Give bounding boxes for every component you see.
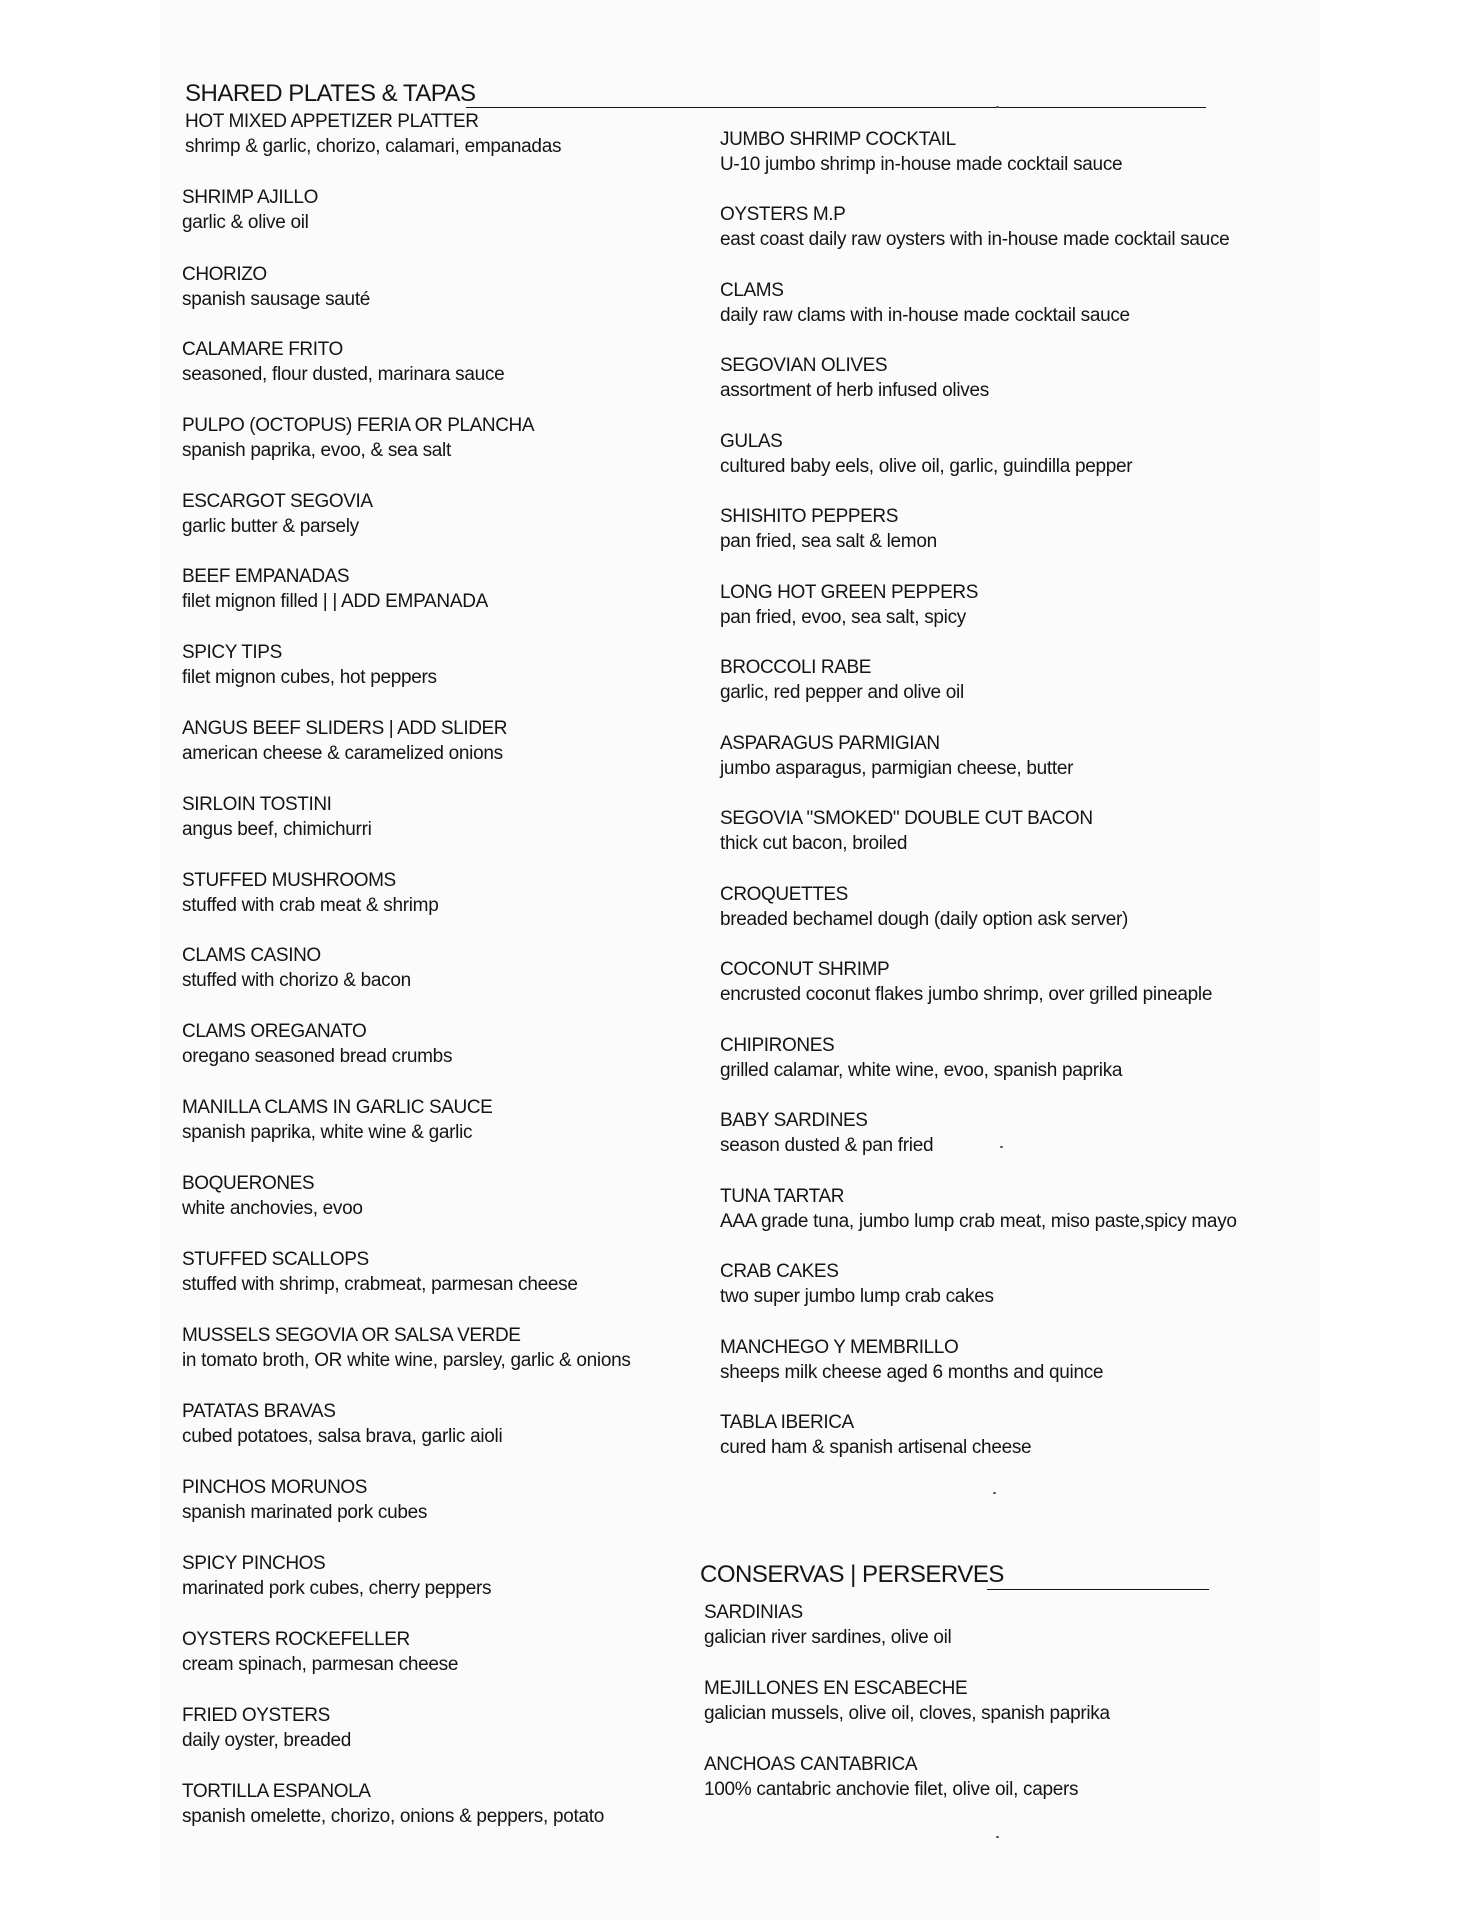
menu-item bbox=[182, 1022, 452, 1068]
item-name: BEEF EMPANADAS bbox=[182, 566, 350, 587]
item-name: SEGOVIA "SMOKED" DOUBLE CUT BACON bbox=[720, 808, 1093, 829]
item-name: CALAMARE FRITO bbox=[182, 339, 343, 360]
item-description: oregano seasoned bread crumbs bbox=[182, 1045, 453, 1067]
menu-item bbox=[182, 946, 411, 992]
item-description: east coast daily raw oysters with in-house made cocktail sauce bbox=[720, 228, 1230, 250]
scan-speck bbox=[996, 1836, 999, 1838]
item-name: BABY SARDINES bbox=[720, 1110, 868, 1131]
item-name: CRAB CAKES bbox=[720, 1261, 839, 1282]
item-description: garlic butter & parsely bbox=[182, 515, 359, 537]
item-description: encrusted coconut flakes jumbo shrimp, over grilled pineaple bbox=[720, 983, 1213, 1005]
menu-item bbox=[182, 871, 438, 917]
item-description: in tomato broth, OR white wine, parsley, garlic & onions bbox=[182, 1349, 631, 1371]
item-name: HOT MIXED APPETIZER PLATTER bbox=[185, 111, 479, 132]
menu-item bbox=[720, 1413, 1031, 1459]
item-name: OYSTERS ROCKEFELLER bbox=[182, 1629, 410, 1650]
menu-item bbox=[182, 1250, 578, 1296]
menu-item bbox=[720, 583, 978, 629]
menu-item bbox=[182, 567, 488, 613]
menu-item bbox=[720, 1338, 1103, 1384]
item-name: SHRIMP AJILLO bbox=[182, 187, 318, 208]
item-description: filet mignon filled | | ADD EMPANADA bbox=[182, 590, 488, 612]
menu-item bbox=[182, 1174, 363, 1220]
item-name: CLAMS bbox=[720, 280, 784, 301]
menu-item bbox=[720, 1187, 1237, 1233]
scan-speck bbox=[996, 106, 999, 108]
menu-item bbox=[720, 960, 1212, 1006]
item-description: cubed potatoes, salsa brava, garlic aioli bbox=[182, 1425, 503, 1447]
item-description: daily oyster, breaded bbox=[182, 1729, 352, 1751]
item-name: PINCHOS MORUNOS bbox=[182, 1477, 368, 1498]
menu-item bbox=[182, 188, 318, 234]
menu-item bbox=[704, 1603, 951, 1649]
item-name: BROCCOLI RABE bbox=[720, 657, 872, 678]
item-description: spanish paprika, evoo, & sea salt bbox=[182, 439, 451, 461]
menu-item bbox=[704, 1679, 1110, 1725]
menu-item bbox=[720, 205, 1229, 251]
item-description: galician river sardines, olive oil bbox=[704, 1626, 952, 1648]
item-description: white anchovies, evoo bbox=[182, 1197, 363, 1219]
menu-item bbox=[720, 1262, 994, 1308]
menu-item bbox=[182, 492, 373, 538]
menu-item bbox=[720, 734, 1073, 780]
menu-item bbox=[182, 1706, 351, 1752]
menu-item bbox=[182, 795, 372, 841]
item-description: garlic & olive oil bbox=[182, 211, 309, 233]
item-name: ESCARGOT SEGOVIA bbox=[182, 491, 373, 512]
item-description: breaded bechamel dough (daily option ask server) bbox=[720, 908, 1129, 930]
item-name: MANCHEGO Y MEMBRILLO bbox=[720, 1337, 959, 1358]
item-name: SEGOVIAN OLIVES bbox=[720, 355, 888, 376]
item-description: galician mussels, olive oil, cloves, spanish paprika bbox=[704, 1702, 1110, 1724]
menu-item bbox=[720, 130, 1122, 176]
menu-item bbox=[182, 1326, 631, 1372]
item-description: thick cut bacon, broiled bbox=[720, 832, 908, 854]
menu-item bbox=[182, 340, 504, 386]
item-description: two super jumbo lump crab cakes bbox=[720, 1285, 994, 1307]
menu-item bbox=[182, 265, 370, 311]
item-name: PULPO (OCTOPUS) FERIA OR PLANCHA bbox=[182, 415, 535, 436]
item-name: PATATAS BRAVAS bbox=[182, 1401, 336, 1422]
item-name: SPICY TIPS bbox=[182, 642, 282, 663]
section-rule-shared-plates bbox=[466, 107, 1206, 108]
item-name: JUMBO SHRIMP COCKTAIL bbox=[720, 129, 956, 150]
item-description: angus beef, chimichurri bbox=[182, 818, 372, 840]
item-description: filet mignon cubes, hot peppers bbox=[182, 666, 437, 688]
item-description: sheeps milk cheese aged 6 months and quince bbox=[720, 1361, 1104, 1383]
item-description: pan fried, evoo, sea salt, spicy bbox=[720, 606, 966, 628]
item-description: jumbo asparagus, parmigian cheese, butter bbox=[720, 757, 1074, 779]
item-description: marinated pork cubes, cherry peppers bbox=[182, 1577, 492, 1599]
item-description: stuffed with shrimp, crabmeat, parmesan cheese bbox=[182, 1273, 578, 1295]
item-name: BOQUERONES bbox=[182, 1173, 315, 1194]
menu-item bbox=[720, 356, 989, 402]
menu-item bbox=[182, 643, 437, 689]
item-name: FRIED OYSTERS bbox=[182, 1705, 330, 1726]
item-description: U-10 jumbo shrimp in-house made cocktail sauce bbox=[720, 153, 1123, 175]
menu-item bbox=[182, 1098, 492, 1144]
item-name: MANILLA CLAMS IN GARLIC SAUCE bbox=[182, 1097, 493, 1118]
item-name: TORTILLA ESPANOLA bbox=[182, 1781, 371, 1802]
menu-item bbox=[182, 416, 534, 462]
item-description: season dusted & pan fried bbox=[720, 1134, 934, 1156]
section-rule-conservas bbox=[987, 1589, 1209, 1590]
item-name: TABLA IBERICA bbox=[720, 1412, 854, 1433]
menu-item bbox=[182, 1554, 491, 1600]
menu-item bbox=[720, 1111, 933, 1157]
item-description: assortment of herb infused olives bbox=[720, 379, 989, 401]
item-description: spanish sausage sauté bbox=[182, 288, 371, 310]
item-name: CHIPIRONES bbox=[720, 1035, 835, 1056]
item-name: MEJILLONES EN ESCABECHE bbox=[704, 1678, 968, 1699]
item-description: seasoned, flour dusted, marinara sauce bbox=[182, 363, 505, 385]
item-name: OYSTERS M.P bbox=[720, 204, 846, 225]
item-name: COCONUT SHRIMP bbox=[720, 959, 890, 980]
scan-speck bbox=[993, 1492, 996, 1494]
item-name: ANGUS BEEF SLIDERS | ADD SLIDER bbox=[182, 718, 508, 739]
item-description: stuffed with chorizo & bacon bbox=[182, 969, 411, 991]
item-name: GULAS bbox=[720, 431, 783, 452]
item-description: grilled calamar, white wine, evoo, spanish paprika bbox=[720, 1059, 1123, 1081]
item-description: spanish marinated pork cubes bbox=[182, 1501, 428, 1523]
menu-item bbox=[182, 719, 507, 765]
section-title-shared-plates: SHARED PLATES & TAPAS bbox=[185, 80, 476, 107]
item-description: 100% cantabric anchovie filet, olive oil, capers bbox=[704, 1778, 1079, 1800]
section-title-conservas: CONSERVAS | PERSERVES bbox=[700, 1561, 1004, 1588]
item-description: spanish omelette, chorizo, onions & peppers, potato bbox=[182, 1805, 604, 1827]
item-name: CROQUETTES bbox=[720, 884, 848, 905]
menu-item bbox=[185, 112, 561, 158]
item-description: cured ham & spanish artisenal cheese bbox=[720, 1436, 1032, 1458]
menu-item bbox=[720, 658, 964, 704]
menu-item bbox=[720, 507, 937, 553]
menu-item bbox=[182, 1478, 427, 1524]
item-name: SIRLOIN TOSTINI bbox=[182, 794, 332, 815]
menu-item bbox=[704, 1755, 1078, 1801]
menu-item bbox=[720, 432, 1132, 478]
item-description: american cheese & caramelized onions bbox=[182, 742, 503, 764]
item-name: STUFFED MUSHROOMS bbox=[182, 870, 396, 891]
item-description: stuffed with crab meat & shrimp bbox=[182, 894, 439, 916]
item-description: cultured baby eels, olive oil, garlic, guindilla pepper bbox=[720, 455, 1133, 477]
item-name: ASPARAGUS PARMIGIAN bbox=[720, 733, 940, 754]
menu-item bbox=[720, 1036, 1122, 1082]
menu-item bbox=[720, 281, 1130, 327]
item-description: cream spinach, parmesan cheese bbox=[182, 1653, 459, 1675]
item-name: SHISHITO PEPPERS bbox=[720, 506, 899, 527]
scan-speck bbox=[1000, 1146, 1003, 1148]
menu-item bbox=[182, 1630, 458, 1676]
item-description: garlic, red pepper and olive oil bbox=[720, 681, 964, 703]
item-description: spanish paprika, white wine & garlic bbox=[182, 1121, 473, 1143]
item-name: MUSSELS SEGOVIA OR SALSA VERDE bbox=[182, 1325, 521, 1346]
item-name: LONG HOT GREEN PEPPERS bbox=[720, 582, 978, 603]
item-name: SPICY PINCHOS bbox=[182, 1553, 326, 1574]
menu-item bbox=[720, 885, 1128, 931]
item-name: CLAMS OREGANATO bbox=[182, 1021, 367, 1042]
item-name: CHORIZO bbox=[182, 264, 267, 285]
item-name: SARDINIAS bbox=[704, 1602, 803, 1623]
item-description: shrimp & garlic, chorizo, calamari, empanadas bbox=[185, 135, 562, 157]
item-name: CLAMS CASINO bbox=[182, 945, 321, 966]
menu-item bbox=[720, 809, 1093, 855]
item-description: daily raw clams with in-house made cocktail sauce bbox=[720, 304, 1130, 326]
item-description: AAA grade tuna, jumbo lump crab meat, miso paste,spicy mayo bbox=[720, 1210, 1237, 1232]
item-name: TUNA TARTAR bbox=[720, 1186, 845, 1207]
item-description: pan fried, sea salt & lemon bbox=[720, 530, 937, 552]
menu-item bbox=[182, 1782, 604, 1828]
item-name: ANCHOAS CANTABRICA bbox=[704, 1754, 918, 1775]
item-name: STUFFED SCALLOPS bbox=[182, 1249, 369, 1270]
menu-item bbox=[182, 1402, 502, 1448]
